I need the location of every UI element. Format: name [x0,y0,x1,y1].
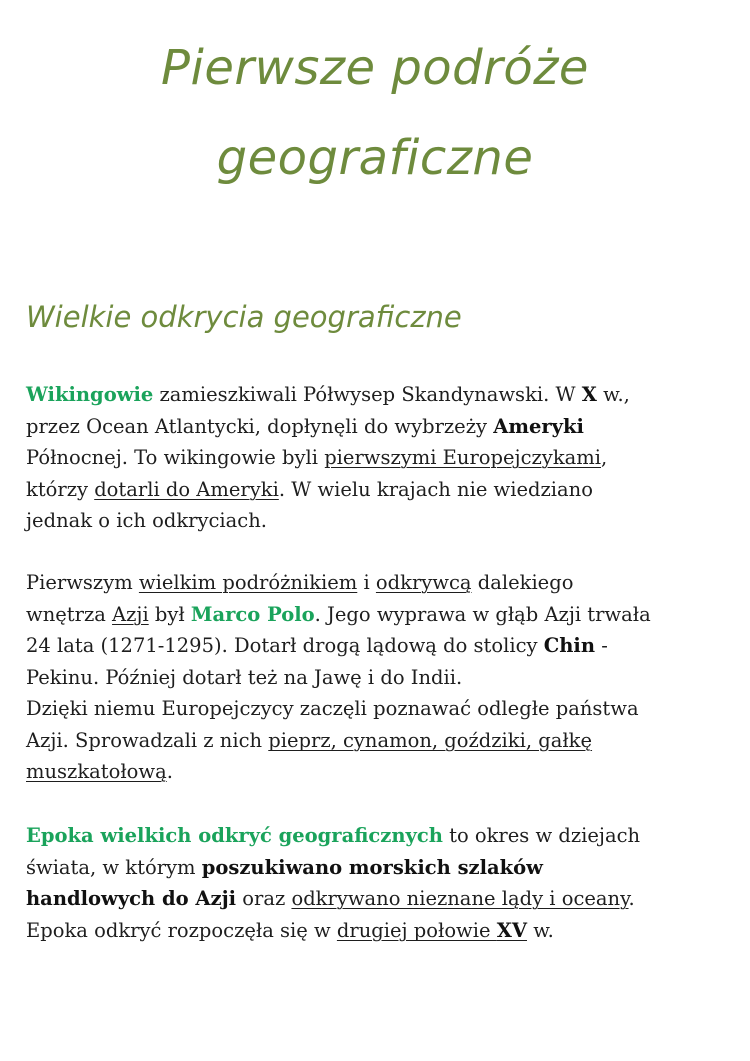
text-line [26,725,726,757]
text-line [26,630,726,662]
text-run: dalekiego [471,571,574,594]
underlined-phrase: wielkim podróżnikiem [138,571,358,594]
text-run: i [357,571,376,594]
text-line [26,505,726,537]
text-run: . Jego wyprawa w głąb Azji trwała [314,602,651,626]
text-run: oraz [236,887,292,910]
text-run: Północnej. To wikingowie byli [26,446,325,469]
underlined-phrase: Azji [112,602,149,626]
text-run: jednak o ich odkryciach. [26,509,267,532]
bold-term: Chin [543,634,596,657]
bold-term: X [581,383,597,406]
bold-term: handlowych do Azji [26,887,237,910]
text-run: świata, w którym [26,855,202,879]
paragraph-vikings [26,379,726,537]
text-run: wnętrza [26,602,113,626]
text-line [26,442,726,474]
text-run: Dzięki niemu Europejczycy zaczęli poznawać odległe państwa [26,697,639,720]
text-run: . W wielu krajach nie wiedziano [278,477,593,501]
underlined-phrase: odkrywano nieznane lądy i oceany [291,887,629,910]
page-title-line-2: geograficzne [216,130,534,186]
underlined-phrase: muszkatołową [26,760,167,783]
text-run: . [166,760,173,783]
underlined-phrase [337,919,527,942]
text-line [26,411,726,443]
text-line [26,852,726,884]
text-run: . [628,887,635,910]
text-run: w. [527,918,554,942]
underlined-phrase: pierwszymi Europejczykami [324,446,601,469]
section-heading: Wielkie odkrycia geograficzne [26,300,462,334]
text-line [26,915,726,947]
text-run: zamieszkiwali Półwysep Skandynawski. W [153,383,582,406]
bold-term: poszukiwano morskich szlaków [201,855,543,879]
underlined-phrase: pieprz, cynamon, goździki, gałkę [268,728,593,752]
page-title-line-1: Pierwsze podróże [161,40,589,96]
text-run: - [595,634,608,657]
text-run: Pierwszym [26,571,139,594]
text-run: , [601,446,608,469]
highlight-term: Wikingowie [26,383,154,406]
text-run: przez Ocean Atlantycki, dopłynęli do wybrzeży [26,414,494,438]
text-line [26,693,726,725]
text-line [26,662,726,694]
text-run: którzy [26,477,95,501]
text-run: Azji. Sprowadzali z nich [26,728,269,752]
text-run: był [148,602,191,626]
text-line [26,756,726,788]
text-run: to okres w dziejach [442,824,641,847]
highlight-term: Marco Polo [190,602,315,626]
text-run: Epoka odkryć rozpoczęła się w [26,918,337,942]
text-run: drugiej połowie [336,918,497,942]
text-line [26,883,726,915]
underlined-phrase: dotarli do Ameryki [94,477,279,501]
text-line [26,567,726,599]
paragraph-age-of-discovery [26,820,726,946]
underlined-phrase: odkrywcą [375,571,472,594]
text-line [26,820,726,852]
paragraph-marco-polo [26,567,726,788]
text-line [26,599,726,631]
text-run: Pekinu. Później dotarł też na Jawę i do Indii. [26,665,463,689]
text-line [26,379,726,411]
highlight-term: Epoka wielkich odkryć geograficznych [26,824,443,847]
bold-term: XV [496,918,527,942]
text-run: w., [596,383,630,406]
bold-term: Ameryki [493,414,584,438]
text-run: 24 lata (1271-1295). Dotarł drogą lądową do stolicy [26,634,544,657]
text-line [26,474,726,506]
